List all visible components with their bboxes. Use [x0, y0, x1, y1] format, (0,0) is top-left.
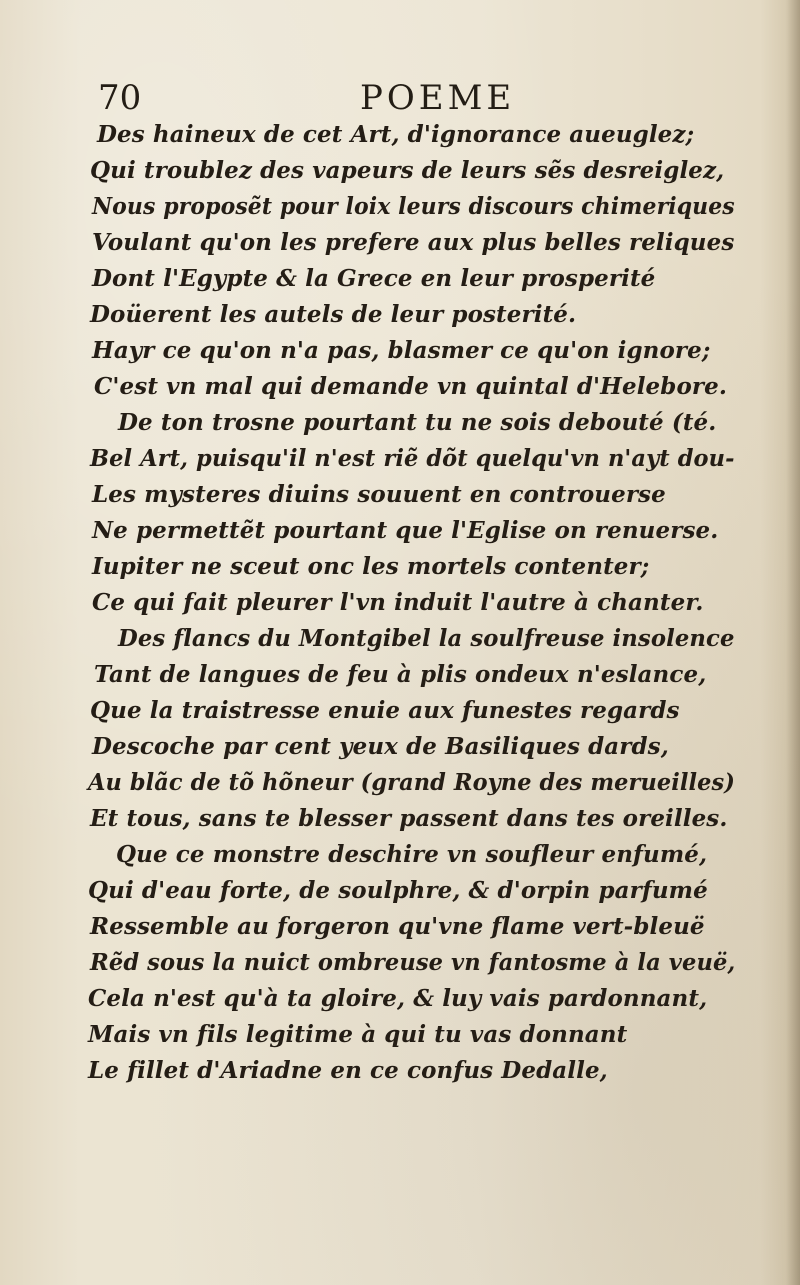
verse-line: Hayr ce qu'on n'a pas, blasmer ce qu'on ignore; [92, 337, 711, 364]
verse-line: Rẽd sous la nuict ombreuse vn fantosme à la veuë, [90, 949, 736, 976]
running-title: POEME [360, 78, 516, 118]
verse-line: Le fillet d'Ariadne en ce confus Dedalle, [88, 1057, 608, 1084]
verse-line: Bel Art, puisqu'il n'est riẽ dõt quelqu'vn n'ayt dou- [90, 445, 735, 472]
verse-line: Que ce monstre deschire vn soufleur enfumé, [116, 841, 708, 868]
verse-line: Des flancs du Montgibel la soulfreuse insolence [118, 625, 735, 652]
verse-line: Qui d'eau forte, de soulphre, & d'orpin parfumé [88, 877, 708, 904]
verse-line: Iupiter ne sceut onc les mortels contenter; [92, 553, 650, 580]
verse-line: Nous proposẽt pour loix leurs discours chimeriques [92, 193, 735, 220]
verse-line: Tant de langues de feu à plis ondeux n'eslance, [94, 661, 707, 688]
verse-line: Dont l'Egypte & la Grece en leur prosperité [92, 265, 656, 292]
verse-line: Que la traistresse enuie aux funestes regards [90, 697, 680, 724]
verse-line: Ce qui fait pleurer l'vn induit l'autre à chanter. [92, 589, 704, 616]
verse-line: Descoche par cent yeux de Basiliques dards, [92, 733, 669, 760]
verse-line: Cela n'est qu'à ta gloire, & luy vais pardonnant, [88, 985, 708, 1012]
verse-line: Qui troublez des vapeurs de leurs sẽs desreiglez, [90, 157, 725, 184]
verse-line: Ressemble au forgeron qu'vne flame vert-bleuë [90, 913, 705, 940]
page-edge-shadow [786, 0, 800, 1285]
verse-line: Au blãc de tõ hõneur (grand Royne des merueilles) [88, 769, 735, 796]
verse-line: Mais vn fils legitime à qui tu vas donnant [88, 1021, 628, 1048]
page-number: 70 [98, 78, 142, 118]
page-header [98, 76, 658, 120]
verse-line: Ne permettẽt pourtant que l'Eglise on renuerse. [92, 517, 719, 544]
verse-line: Les mysteres diuins souuent en controuerse [92, 481, 666, 508]
verse-line: C'est vn mal qui demande vn quintal d'Helebore. [94, 373, 727, 400]
verse-line: Doüerent les autels de leur posterité. [90, 301, 577, 328]
verse-line: Et tous, sans te blesser passent dans tes oreilles. [90, 805, 728, 832]
verse-line: Voulant qu'on les prefere aux plus belles reliques [92, 229, 735, 256]
verse-line: De ton trosne pourtant tu ne sois debouté (té. [118, 409, 717, 436]
verse-line: Des haineux de cet Art, d'ignorance aueuglez; [97, 121, 695, 148]
